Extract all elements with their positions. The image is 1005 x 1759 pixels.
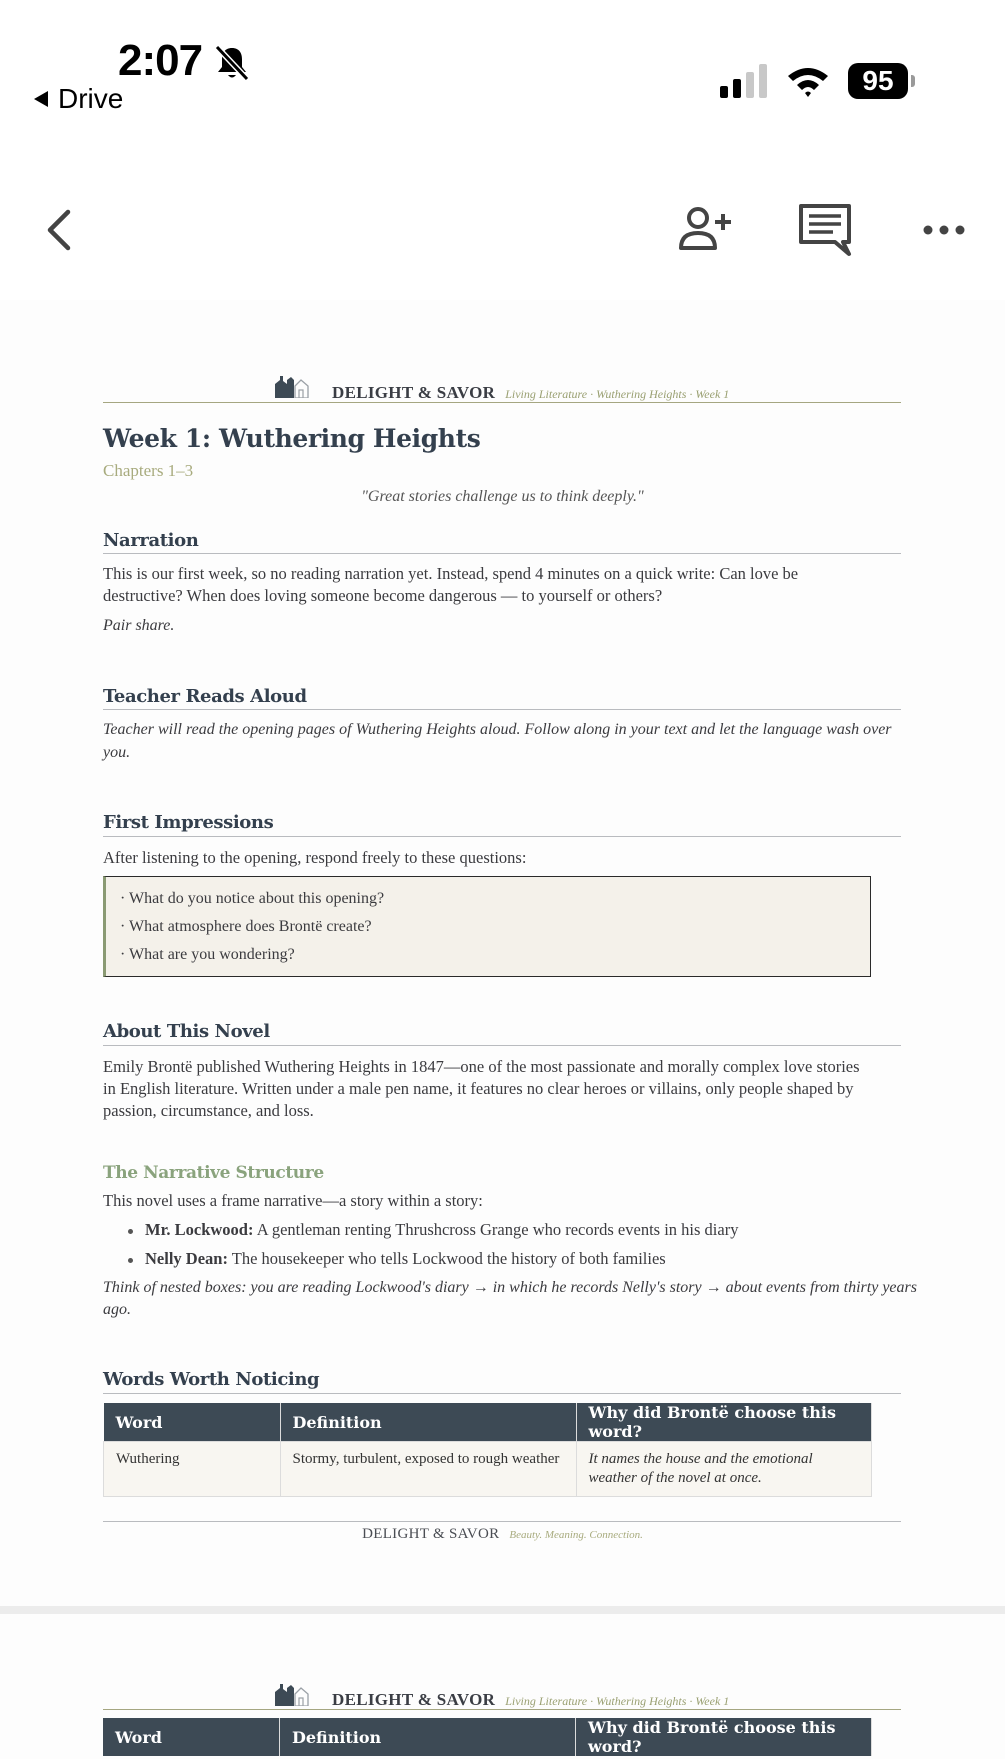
column-header: Definition [280,1718,576,1756]
question-item: · What do you notice about this opening? [120,890,385,907]
header-subtitle: Living Literature · Wuthering Heights · Week 1 [505,387,730,401]
wifi-icon [786,64,830,98]
section-rule [103,553,901,554]
doc-footer [0,1525,1005,1543]
narration-line-1: This is our first week, so no reading narration yet. Instead, spend 4 minutes on a quick write: Can love be [103,564,799,583]
status-time: 2:07 [118,36,203,85]
section-rule [103,1393,901,1394]
header-subtitle: Living Literature · Wuthering Heights · Week 1 [505,1694,730,1708]
impressions-heading: First Impressions [103,812,274,833]
impressions-intro: After listening to the opening, respond freely to these questions: [103,848,527,867]
narration-heading: Narration [103,530,199,551]
column-header: Why did Brontë choose this word? [576,1403,872,1442]
about-line-2: in English literature. Written under a male pen name, it features no clear heroes or villains, only people shaped by [103,1079,854,1098]
footer-tagline: Beauty. Meaning. Connection. [509,1529,643,1541]
structure-intro: This novel uses a frame narrative—a story within a story: [103,1191,483,1210]
narrator-name: Nelly Dean: [145,1249,228,1268]
battery-tip [911,75,915,87]
doc-header [332,383,729,403]
read-aloud-heading: Teacher Reads Aloud [103,686,307,707]
narrator-description: The housekeeper who tells Lockwood the history of both families [227,1249,666,1268]
back-to-drive[interactable] [32,83,123,115]
read-aloud-line-2: you. [103,744,131,761]
footer-brand: DELIGHT & SAVOR [362,1526,500,1542]
column-header: Definition [280,1403,576,1442]
page-title: Week 1: Wuthering Heights [103,424,481,453]
page-subtitle: Chapters 1–3 [103,461,194,480]
list-item [128,1220,738,1240]
header-rule [103,1709,901,1710]
back-triangle-icon [32,89,50,109]
narration-note: Pair share. [103,617,175,634]
header-brand: DELIGHT & SAVOR [332,1690,496,1709]
footer-rule [103,1521,901,1522]
about-heading: About This Novel [103,1021,270,1042]
why-cell: It names the house and the emotional weather of the novel at once. [576,1442,872,1497]
word-cell: Wuthering [104,1442,281,1497]
more-horizontal-icon[interactable] [914,200,974,260]
structure-note-2: ago. [103,1301,131,1318]
about-line-3: passion, circumstance, and loss. [103,1101,314,1120]
table-header-row [104,1403,872,1442]
section-rule [103,836,901,837]
section-rule [103,709,901,710]
narrator-name: Mr. Lockwood: [145,1220,254,1239]
doc-header [332,1690,729,1710]
words-heading: Words Worth Noticing [103,1369,320,1390]
question-item: · What are you wondering? [120,946,295,963]
brand-logo-icon [274,1682,310,1706]
add-person-icon[interactable] [674,200,734,260]
narrator-description: A gentleman renting Thrushcross Grange who records events in his diary [253,1220,739,1239]
section-rule [103,1045,901,1046]
column-header: Word [104,1403,281,1442]
column-header: Why did Brontë choose this word? [576,1718,872,1756]
page-divider [0,1606,1005,1614]
question-item: · What atmosphere does Brontë create? [120,918,372,935]
battery-indicator [848,63,918,99]
vocab-table [103,1403,872,1497]
column-header: Word [103,1718,280,1756]
about-line-1: Emily Brontë published Wuthering Heights in 1847—one of the most passionate and morally complex love stories [103,1057,860,1076]
vocab-table [103,1718,872,1756]
questions-box [103,876,871,977]
comment-icon[interactable] [795,200,855,260]
battery-level: 95 [848,63,908,99]
bell-slash-icon [214,44,250,82]
structure-heading: The Narrative Structure [103,1163,324,1183]
header-rule [103,402,901,403]
table-header-row [103,1718,872,1756]
header-brand: DELIGHT & SAVOR [332,383,496,402]
epigraph-quote: "Great stories challenge us to think deeply." [361,488,644,505]
read-aloud-line-1: Teacher will read the opening pages of Wuthering Heights aloud. Follow along in your text and let the language wash over [103,721,892,738]
list-item [128,1249,666,1269]
chevron-left-icon[interactable] [30,200,90,260]
narration-line-2: destructive? When does loving someone become dangerous — to yourself or others? [103,586,663,605]
back-app-label: Drive [58,83,124,114]
table-row [104,1442,872,1497]
definition-cell: Stormy, turbulent, exposed to rough weather [280,1442,576,1497]
structure-note-1: Think of nested boxes: you are reading Lockwood's diary → in which he records Nelly's story → about events from thirty years [103,1279,917,1296]
bullet-dot [128,1258,133,1263]
bullet-dot [128,1229,133,1234]
cellular-signal-icon [720,64,772,98]
brand-logo-icon [274,374,310,398]
